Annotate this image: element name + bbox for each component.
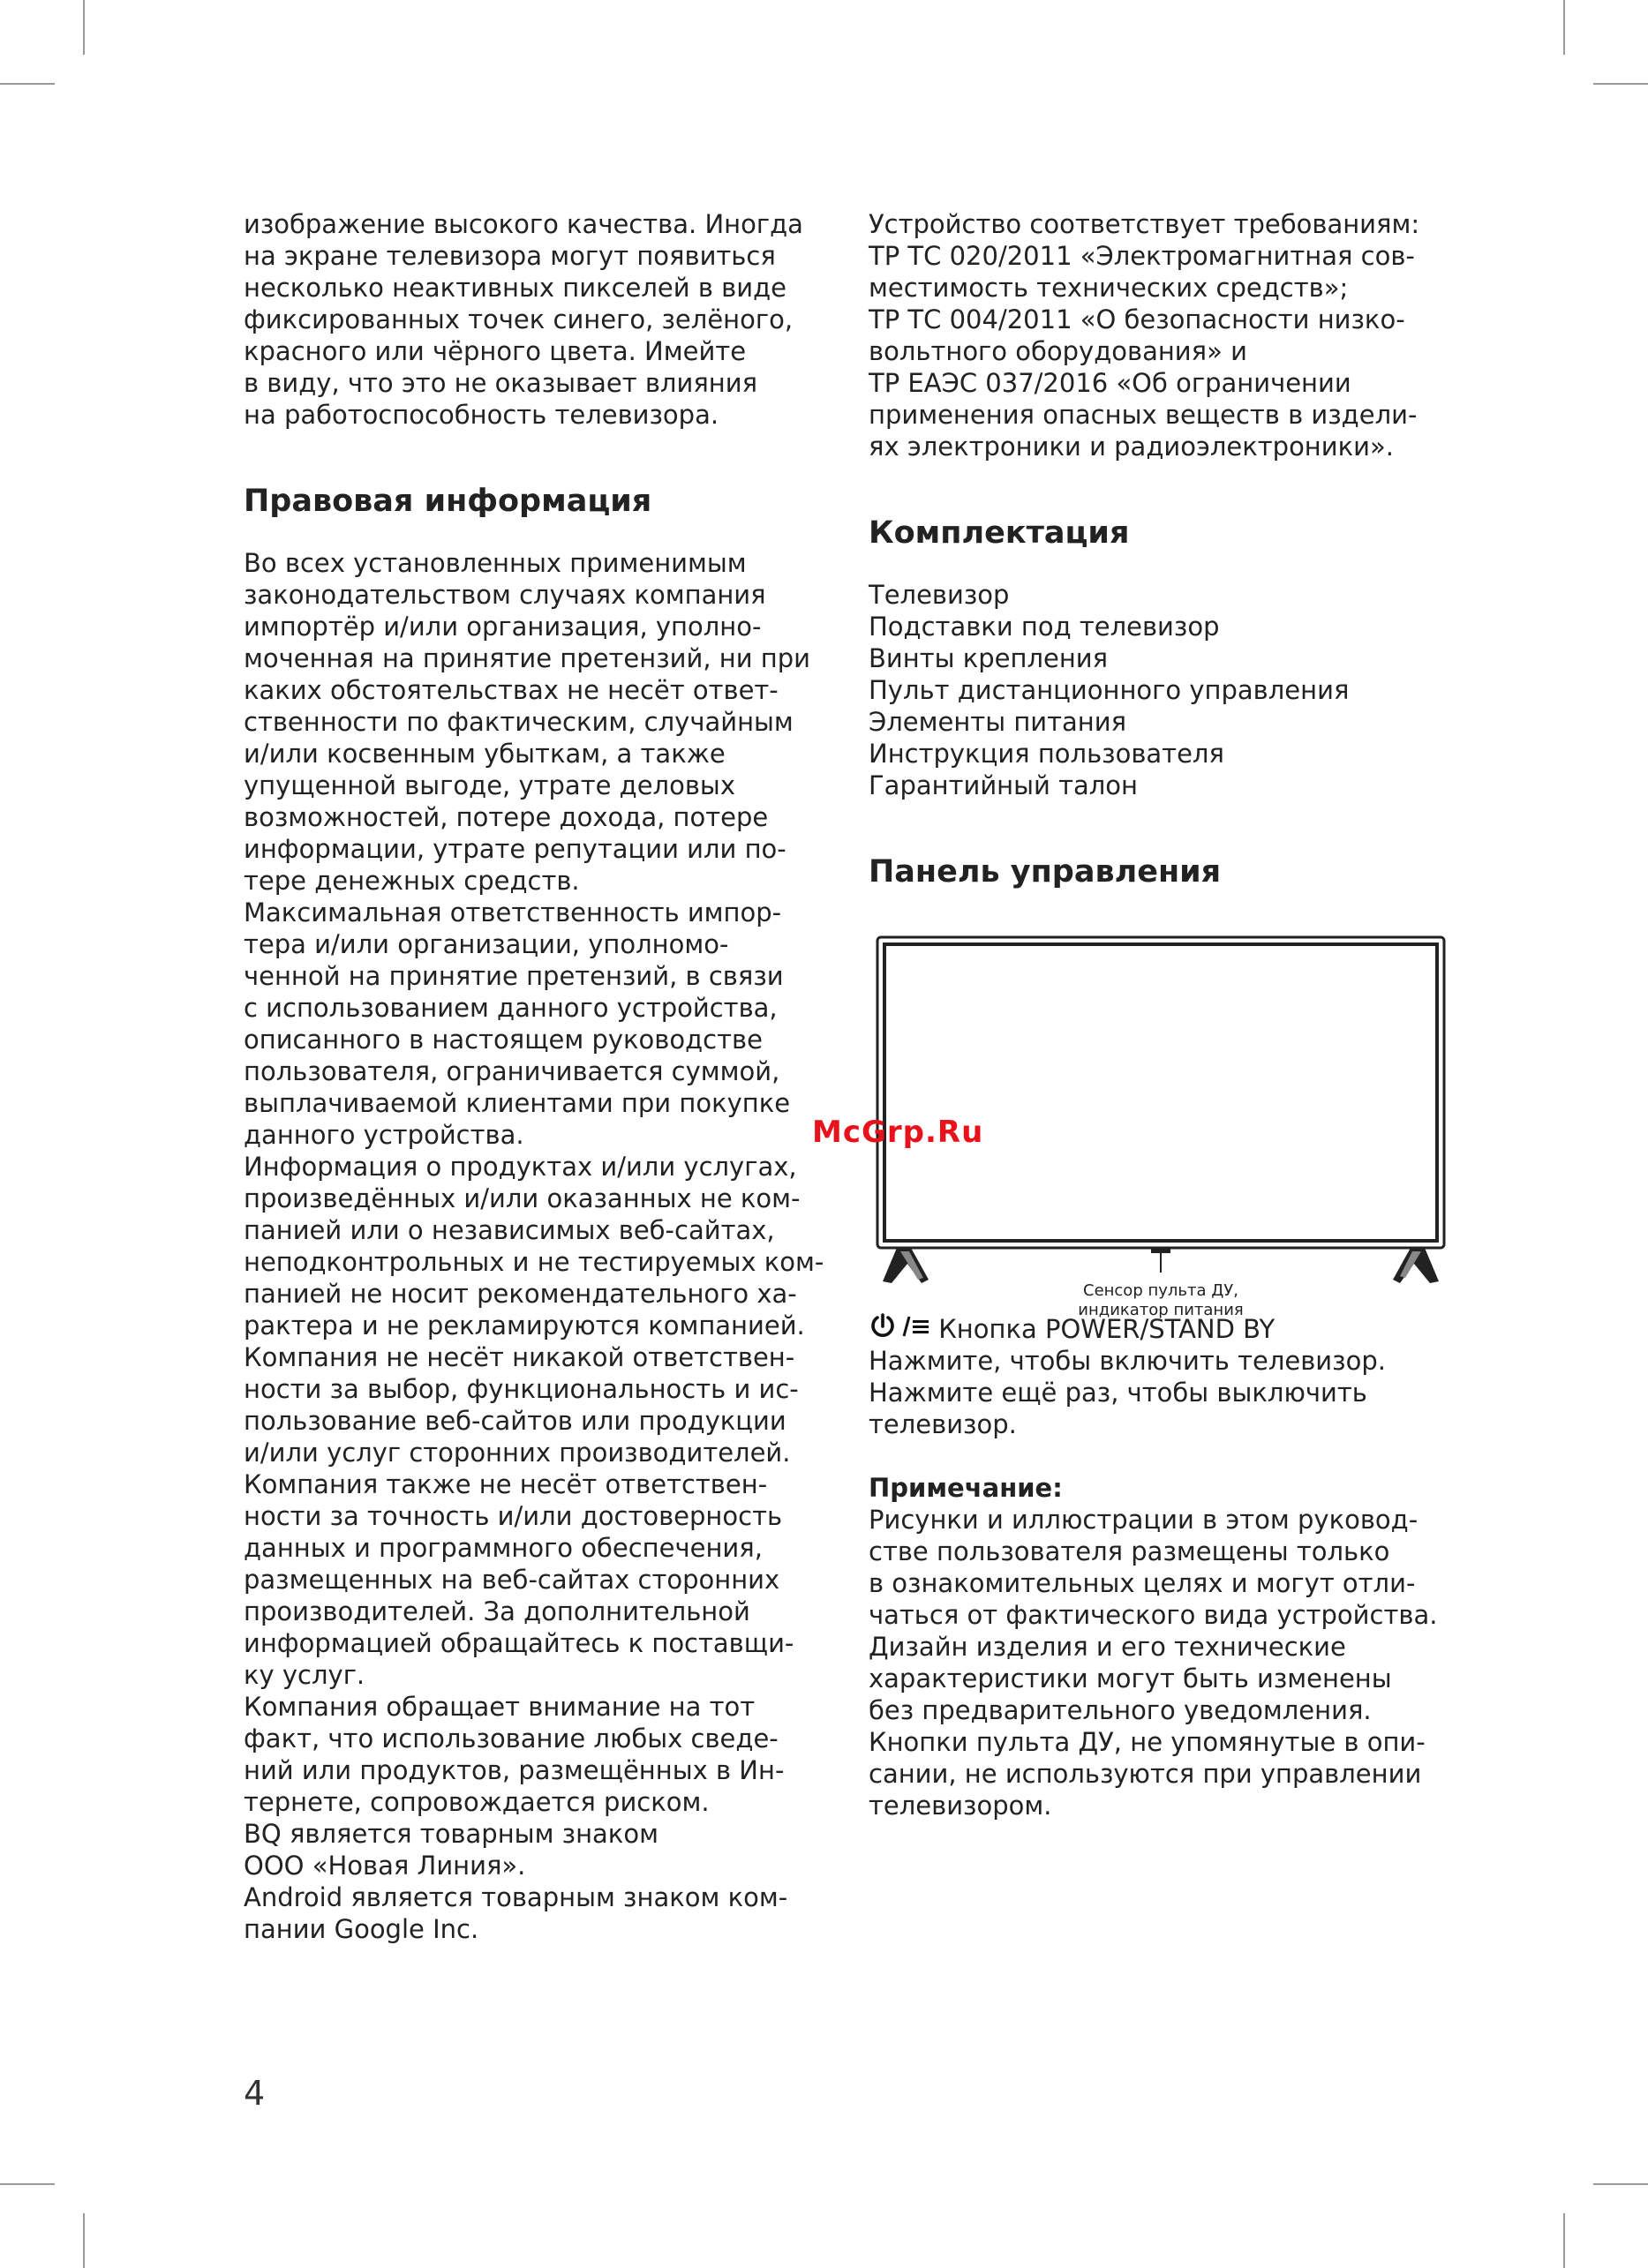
text-line: и/или косвенным убыткам, а также [244, 739, 726, 769]
text-line: панией не носит рекомендательного ха- [244, 1279, 797, 1309]
text-line: Компания обращает внимание на тот [244, 1692, 756, 1722]
text-line: тернете, сопровождается риском. [244, 1787, 710, 1817]
text-line: Нажмите, чтобы включить телевизор. [869, 1346, 1386, 1376]
text-line: на работоспособность телевизора. [244, 400, 719, 430]
text-line: описанного в настоящем руководстве [244, 1025, 763, 1055]
text-line: Кнопки пульта ДУ, не упомянутые в опи- [869, 1727, 1426, 1757]
list-item: Винты крепления [869, 643, 1109, 673]
text-line: изображение высокого качества. Иногда [244, 209, 803, 239]
text-line: импортёр и/или организация, уполно- [244, 612, 762, 642]
text-line: возможностей, потере дохода, потере [244, 802, 769, 832]
package-heading: Комплектация [869, 515, 1130, 551]
text-line: стве пользователя размещены только [869, 1536, 1390, 1566]
text-line: в ознакомительных целях и могут отли- [869, 1568, 1416, 1598]
text-line: ности за точность и/или достоверность [244, 1501, 783, 1531]
text-line: сании, не используются при управлении [869, 1759, 1422, 1789]
text-line: ТР ЕАЭС 037/2016 «Об ограничении [869, 368, 1351, 398]
text-line: ООО «Новая Линия». [244, 1851, 526, 1881]
text-line: рактера и не рекламируются компанией. [244, 1310, 805, 1341]
text-line: факт, что использование любых сведе- [244, 1724, 779, 1754]
crop-mark [1563, 0, 1565, 55]
panel-heading: Панель управления [869, 854, 1222, 890]
text-line: моченная на принятие претензий, ни при [244, 643, 811, 673]
ir-sensor-icon [1151, 1248, 1170, 1253]
text-line: Устройство соответствует требованиям: [869, 209, 1420, 239]
text-line: Компания не несёт никакой ответствен- [244, 1342, 795, 1372]
text-line: Информация о продуктах и/или услугах, [244, 1152, 797, 1182]
crop-mark [0, 2183, 55, 2185]
list-item: Подставки под телевизор [869, 612, 1220, 642]
text-line: ку услуг. [244, 1660, 365, 1690]
text-line: панией или о независимых веб-сайтах, [244, 1215, 775, 1245]
list-item: Пульт дистанционного управления [869, 675, 1350, 705]
text-line: применения опасных веществ в издели- [869, 400, 1418, 430]
note-heading: Примечание: [869, 1473, 1063, 1503]
text-line: ях электроники и радиоэлектроники». [869, 432, 1394, 462]
page-number: 4 [244, 2074, 266, 2113]
crop-mark [83, 0, 85, 55]
legal-heading: Правовая информация [244, 484, 652, 519]
crop-mark [1563, 2213, 1565, 2268]
intro-paragraph [244, 208, 862, 431]
crop-mark [1593, 2183, 1648, 2185]
text-line: производителей. За дополнительной [244, 1596, 750, 1626]
callout-label: Сенсор пульта ДУ, [1083, 1281, 1238, 1300]
text-line: выплачиваемой клиентами при покупке [244, 1088, 791, 1118]
text-line: пользователя, ограничивается суммой, [244, 1056, 780, 1086]
list-item: Телевизор [869, 580, 1010, 610]
text-line: вольтного оборудования» и [869, 336, 1247, 366]
text-line: в виду, что это не оказывает влияния [244, 368, 758, 398]
crop-mark [1593, 83, 1648, 85]
crop-mark [83, 2213, 85, 2268]
text-line: ТР ТС 020/2011 «Электромагнитная сов- [869, 241, 1415, 271]
text-line: Дизайн изделия и его технические [869, 1632, 1346, 1662]
text-line: неподконтрольных и не тестируемых ком- [244, 1247, 824, 1277]
text-line: на экране телевизора могут появиться [244, 241, 776, 271]
text-line: произведённых и/или оказанных не ком- [244, 1183, 801, 1213]
compliance-paragraph [869, 208, 1486, 462]
right-stand-icon [1393, 1248, 1439, 1283]
text-line: информации, утрате репутации или по- [244, 834, 786, 864]
text-line: Рисунки и иллюстрации в этом руковод- [869, 1505, 1418, 1535]
text-line: Android является товарным знаком ком- [244, 1882, 788, 1912]
text-line: с использованием данного устройства, [244, 993, 778, 1023]
text-line: и/или услуг сторонних производителей. [244, 1438, 791, 1468]
text-line: ТР ТС 004/2011 «О безопасности низко- [869, 304, 1405, 334]
text-line: телевизор. [869, 1409, 1017, 1439]
text-line: BQ является товарным знаком [244, 1819, 658, 1849]
power-button-label: Кнопка POWER/STAND BY [938, 1314, 1276, 1344]
left-column [244, 208, 862, 1945]
text-line: телевизором. [869, 1791, 1052, 1821]
text-line: ности за выбор, функциональность и ис- [244, 1374, 799, 1404]
text-line: пользование веб-сайтов или продукции [244, 1406, 786, 1436]
text-line: Нажмите ещё раз, чтобы выключить [869, 1378, 1367, 1408]
text-line: данных и программного обеспечения, [244, 1533, 763, 1563]
list-item: Элементы питания [869, 707, 1127, 737]
text-line: информацией обращайтесь к поставщи- [244, 1628, 794, 1658]
package-list [869, 579, 1486, 801]
text-line: Компания также не несёт ответствен- [244, 1469, 768, 1499]
text-line: чаться от фактического вида устройства. [869, 1600, 1438, 1630]
text-line: ний или продуктов, размещённых в Ин- [244, 1755, 785, 1785]
text-line: Во всех установленных применимым [244, 548, 747, 578]
legal-paragraph [244, 547, 862, 1945]
crop-mark [0, 83, 55, 85]
text-line: данного устройства. [244, 1120, 524, 1150]
text-line: несколько неактивных пикселей в виде [244, 273, 786, 303]
text-line: упущенной выгоде, утрате деловых [244, 770, 735, 800]
list-item: Инструкция пользователя [869, 739, 1224, 769]
text-line: красного или чёрного цвета. Имейте [244, 336, 747, 366]
note-section [869, 1472, 1486, 1821]
left-stand-icon [883, 1248, 929, 1283]
text-line: каких обстоятельствах не несёт ответ- [244, 675, 779, 705]
text-line: тера и/или организации, уполномо- [244, 929, 729, 959]
text-line: ченной на принятие претензий, в связи [244, 961, 784, 991]
text-line: фиксированных точек синего, зелёного, [244, 304, 794, 334]
text-line: без предварительного уведомления. [869, 1695, 1372, 1725]
text-line: размещенных на веб-сайтах сторонних [244, 1565, 780, 1595]
text-line: пании Google Inc. [244, 1914, 479, 1944]
text-line: законодательством случаях компания [244, 580, 766, 610]
text-line: Максимальная ответственность импор- [244, 897, 782, 927]
text-line: местимость технических средств»; [869, 273, 1349, 303]
tv-frame [877, 937, 1444, 1248]
text-line: тере денежных средств. [244, 866, 580, 896]
text-line: характеристики могут быть изменены [869, 1663, 1392, 1693]
text-line: ственности по фактическим, случайным [244, 707, 794, 737]
list-item: Гарантийный талон [869, 770, 1139, 800]
callout-label: индикатор питания [1078, 1301, 1244, 1319]
watermark: McGrp.Ru [812, 1115, 984, 1150]
